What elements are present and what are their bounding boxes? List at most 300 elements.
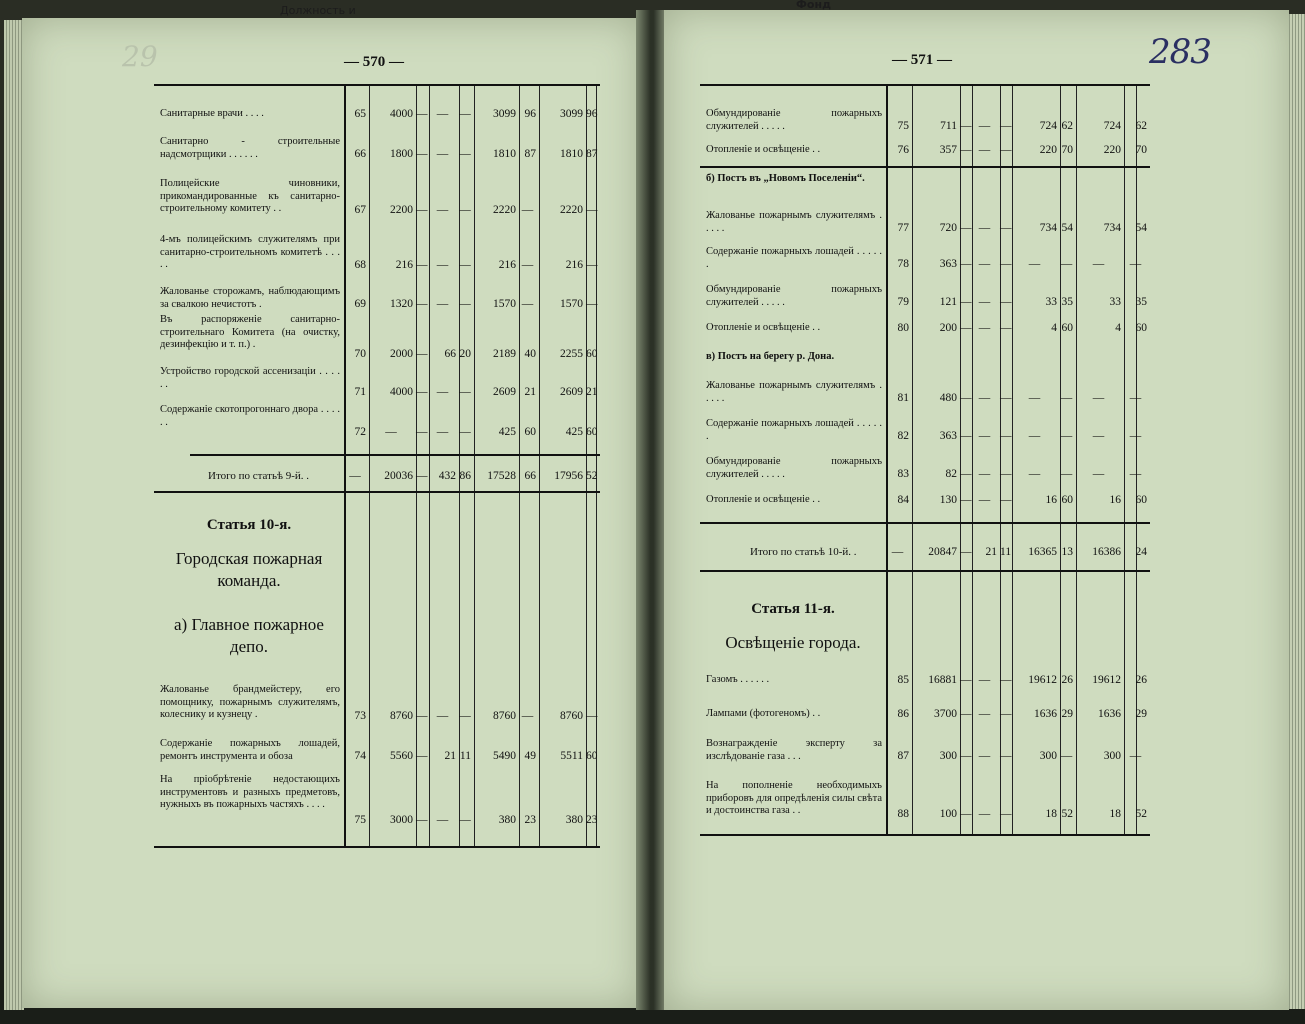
cell-e: 33: [1045, 296, 1057, 308]
column-rule: [474, 86, 475, 846]
cell-g: —: [1092, 392, 1105, 404]
cell-b: —: [960, 708, 972, 720]
cell-b: —: [416, 259, 428, 271]
cell-d: —: [459, 298, 471, 310]
cell-g: 4: [1115, 322, 1121, 334]
cell-h: —: [586, 259, 598, 271]
cell-no: 76: [897, 144, 909, 156]
cell-c: —: [978, 258, 991, 270]
cell-e: 18: [1045, 808, 1057, 820]
cell-no: 71: [354, 386, 366, 398]
cell-no: —: [891, 546, 904, 558]
cell-d: 11: [1000, 546, 1012, 558]
item-description: Содержаніе пожарныхъ лошадей, ремонтъ инструмента и обоза: [160, 738, 340, 762]
cell-g: 425: [565, 426, 583, 438]
cell-g: 16: [1109, 494, 1121, 506]
item-description: Полицейские чиновники, прикомандированные къ санитарно-строительному комитету . .: [160, 178, 340, 214]
cell-a: 82: [945, 468, 957, 480]
cell-h: 62: [1135, 120, 1147, 132]
cell-no: 88: [897, 808, 909, 820]
cell-d: —: [1000, 430, 1012, 442]
cell-d: —: [1000, 750, 1012, 762]
cell-c: 432: [438, 470, 456, 482]
cell-no: 66: [354, 148, 366, 160]
cell-e: 16: [1045, 494, 1057, 506]
cell-a: 480: [939, 392, 957, 404]
item-description: На пріобрѣтеніе недостающихъ инструментовъ и разныхъ предметовъ, нужныхъ въ пожарныхъ частяхъ . . . .: [160, 774, 340, 810]
cell-g: —: [1092, 468, 1105, 480]
cell-e: 1636: [1034, 708, 1057, 720]
budget-table-left: [154, 84, 600, 848]
cell-g: 19612: [1092, 674, 1121, 686]
cell-g: 33: [1109, 296, 1121, 308]
column-rule: [539, 86, 540, 846]
column-rule: [1124, 86, 1125, 834]
cell-no: 82: [897, 430, 909, 442]
cell-f: —: [1060, 750, 1073, 762]
book-edge-right: [1287, 14, 1305, 1009]
page-number-left: — 570 —: [344, 54, 404, 70]
cell-a: 130: [939, 494, 957, 506]
cell-no: 83: [897, 468, 909, 480]
cell-no: 87: [897, 750, 909, 762]
cell-d: 86: [459, 470, 471, 482]
cell-f: —: [1060, 430, 1073, 442]
column-rule: [596, 86, 597, 846]
cell-g: 17956: [554, 470, 583, 482]
cell-g: 724: [1103, 120, 1121, 132]
cell-a: 357: [939, 144, 957, 156]
cell-f: 26: [1061, 674, 1073, 686]
cell-no: 69: [354, 298, 366, 310]
cell-no: 79: [897, 296, 909, 308]
cell-e: 734: [1039, 222, 1057, 234]
cell-d: —: [1000, 674, 1012, 686]
cell-b: —: [960, 808, 972, 820]
column-rule: [519, 86, 520, 846]
cell-f: —: [1060, 392, 1073, 404]
cell-b: —: [960, 750, 972, 762]
cell-g: 2609: [560, 386, 583, 398]
cell-f: —: [521, 298, 534, 310]
section-rule: [154, 491, 600, 493]
cell-e: 425: [498, 426, 516, 438]
cell-d: —: [459, 204, 471, 216]
cell-a: 711: [940, 120, 957, 132]
cell-d: —: [459, 108, 471, 120]
cell-f: 66: [524, 470, 536, 482]
cell-b: —: [960, 430, 972, 442]
cell-g: 1636: [1098, 708, 1121, 720]
cell-h: 60: [1135, 494, 1147, 506]
cell-e: —: [1028, 430, 1041, 442]
cell-no: 70: [354, 348, 366, 360]
section-heading: Городская пожарная команда.: [175, 549, 323, 590]
cell-h: 24: [1135, 546, 1147, 558]
cell-a: 1800: [390, 148, 413, 160]
cell-g: 5511: [560, 750, 583, 762]
cell-c: 66: [444, 348, 456, 360]
cell-h: 70: [1135, 144, 1147, 156]
cell-d: —: [1000, 392, 1012, 404]
cell-a: 8760: [390, 710, 413, 722]
item-description: Жалованье брандмейстеру, его помощнику, пожарнымъ служителямъ, колеснику и кузнецу .: [160, 684, 340, 720]
cell-no: 74: [354, 750, 366, 762]
column-rule: [1000, 86, 1001, 834]
cell-f: 60: [1061, 494, 1073, 506]
cell-e: 8760: [493, 710, 516, 722]
cell-c: —: [978, 808, 991, 820]
cell-c: —: [436, 204, 449, 216]
cell-f: —: [1060, 468, 1073, 480]
total-label: Итого по статьѣ 10-й. .: [750, 546, 857, 558]
cell-g: —: [1092, 430, 1105, 442]
item-description: Лампами (фотогеномъ) . .: [706, 708, 821, 719]
column-rule: [912, 86, 913, 834]
cell-no: 81: [897, 392, 909, 404]
cell-g: 2220: [560, 204, 583, 216]
cell-e: 3099: [493, 108, 516, 120]
section-heading: Освѣщеніе города.: [725, 633, 861, 652]
cell-c: —: [978, 392, 991, 404]
cell-h: 23: [586, 814, 598, 826]
cell-c: —: [436, 386, 449, 398]
cell-f: 21: [524, 386, 536, 398]
cell-d: —: [1000, 808, 1012, 820]
cell-no: 78: [897, 258, 909, 270]
section-rule: [700, 166, 1150, 168]
cell-c: —: [436, 148, 449, 160]
cell-no: 77: [897, 222, 909, 234]
cell-a: 121: [939, 296, 957, 308]
cell-a: 200: [939, 322, 957, 334]
item-description: Санитарно - строительные надсмотрщики . . . . . .: [160, 136, 340, 160]
column-rule: [369, 86, 370, 846]
cell-b: —: [960, 674, 972, 686]
top-note: Должность и: [280, 4, 356, 17]
cell-c: —: [436, 814, 449, 826]
cell-d: —: [1000, 222, 1012, 234]
cell-d: —: [1000, 296, 1012, 308]
cell-a: 2200: [390, 204, 413, 216]
cell-a: 1320: [390, 298, 413, 310]
cell-a: 100: [939, 808, 957, 820]
cell-h: 29: [1135, 708, 1147, 720]
cell-b: —: [960, 258, 972, 270]
item-description: Отопленіе и освѣщеніе . .: [706, 494, 821, 505]
item-description: Обмундированіе пожарныхъ служителей . . . . .: [706, 284, 882, 308]
column-rule: [972, 86, 973, 834]
cell-b: —: [416, 298, 428, 310]
cell-no: 67: [354, 204, 366, 216]
cell-h: 60: [586, 750, 598, 762]
cell-e: 216: [498, 259, 516, 271]
cell-b: —: [416, 148, 428, 160]
cell-f: 35: [1061, 296, 1073, 308]
cell-c: —: [436, 426, 449, 438]
top-note-right: Фонд: [796, 0, 831, 11]
cell-h: —: [1129, 750, 1142, 762]
cell-d: —: [459, 814, 471, 826]
column-rule: [416, 86, 417, 846]
cell-h: 60: [586, 348, 598, 360]
subsection-c: в) Постъ на берегу р. Дона.: [706, 351, 835, 362]
cell-c: —: [978, 494, 991, 506]
cell-a: 4000: [390, 108, 413, 120]
cell-b: —: [960, 322, 972, 334]
cell-b: —: [416, 386, 428, 398]
cell-c: —: [978, 750, 991, 762]
column-rule: [960, 86, 961, 834]
cell-d: —: [1000, 322, 1012, 334]
cell-b: —: [960, 546, 972, 558]
cell-e: 220: [1039, 144, 1057, 156]
cell-e: 17528: [487, 470, 516, 482]
cell-g: 3099: [560, 108, 583, 120]
column-rule: [459, 86, 460, 846]
cell-b: —: [960, 494, 972, 506]
right-page: [664, 0, 1289, 1010]
section-title: Статья 10-я.: [206, 517, 292, 533]
cell-e: 16365: [1028, 546, 1057, 558]
book-edge-left: [4, 20, 24, 1010]
item-description: 4-мъ полицейскимъ служителямъ при санитарно-строительномъ комитетѣ . . . . .: [160, 234, 340, 270]
cell-g: 16386: [1092, 546, 1121, 558]
cell-b: —: [416, 710, 428, 722]
item-description: Жалованье пожарнымъ служителямъ . . . . .: [706, 380, 882, 404]
cell-a: 363: [939, 258, 957, 270]
total-label: Итого по статьѣ 9-й. .: [208, 470, 309, 482]
cell-c: —: [978, 430, 991, 442]
cell-e: 300: [1039, 750, 1057, 762]
cell-f: —: [521, 259, 534, 271]
column-rule: [886, 86, 888, 834]
cell-a: 20036: [384, 470, 413, 482]
cell-c: —: [978, 144, 991, 156]
cell-h: —: [586, 204, 598, 216]
cell-d: —: [1000, 258, 1012, 270]
cell-c: —: [436, 298, 449, 310]
cell-d: —: [459, 710, 471, 722]
column-rule: [1060, 86, 1061, 834]
cell-c: 21: [444, 750, 456, 762]
cell-b: —: [960, 296, 972, 308]
cell-a: 4000: [390, 386, 413, 398]
cell-a: 3000: [390, 814, 413, 826]
cell-b: —: [416, 750, 428, 762]
cell-f: 62: [1061, 120, 1073, 132]
cell-b: —: [960, 468, 972, 480]
item-description: Отопленіе и освѣщеніе . .: [706, 144, 821, 155]
cell-no: 65: [354, 108, 366, 120]
cell-e: 380: [498, 814, 516, 826]
cell-f: 87: [524, 148, 536, 160]
column-rule: [1076, 86, 1077, 834]
cell-b: —: [416, 204, 428, 216]
cell-b: —: [416, 348, 428, 360]
cell-c: —: [978, 322, 991, 334]
cell-d: —: [1000, 144, 1012, 156]
cell-f: 49: [524, 750, 536, 762]
cell-h: —: [1129, 258, 1142, 270]
cell-h: 26: [1135, 674, 1147, 686]
cell-e: —: [1028, 468, 1041, 480]
cell-e: 1570: [493, 298, 516, 310]
cell-d: —: [1000, 494, 1012, 506]
cell-b: —: [960, 222, 972, 234]
cell-f: 23: [524, 814, 536, 826]
column-rule: [1012, 86, 1013, 834]
cell-c: —: [436, 108, 449, 120]
subsection-heading: а) Главное пожарное депо.: [174, 615, 324, 656]
cell-f: —: [1060, 258, 1073, 270]
cell-c: —: [978, 120, 991, 132]
cell-no: 80: [897, 322, 909, 334]
cell-a: 16881: [928, 674, 957, 686]
cell-no: 84: [897, 494, 909, 506]
cell-a: 2000: [390, 348, 413, 360]
handwritten-number: 283: [1149, 32, 1211, 72]
cell-b: —: [960, 144, 972, 156]
column-rule: [1136, 86, 1137, 834]
item-description: Содержаніе пожарныхъ лошадей . . . . . .: [706, 418, 882, 442]
section-rule: [700, 570, 1150, 572]
cell-d: —: [459, 148, 471, 160]
cell-h: —: [1129, 468, 1142, 480]
budget-table-right: [700, 84, 1150, 836]
cell-d: —: [1000, 468, 1012, 480]
page-number-right: — 571 —: [892, 52, 952, 68]
cell-e: 5490: [493, 750, 516, 762]
cell-h: 52: [1135, 808, 1147, 820]
item-description: Содержаніе пожарныхъ лошадей . . . . . .: [706, 246, 882, 270]
cell-f: 54: [1061, 222, 1073, 234]
cell-b: —: [416, 814, 428, 826]
cell-h: —: [1129, 430, 1142, 442]
cell-f: 60: [1061, 322, 1073, 334]
item-description: Въ распоряженіе санитарно-строительнаго Комитета (на очистку, дезинфекцію и т. п.) .: [160, 314, 340, 350]
cell-no: —: [349, 470, 361, 482]
left-page: [22, 4, 640, 1008]
column-rule: [344, 86, 346, 846]
cell-e: 19612: [1028, 674, 1057, 686]
cell-no: 68: [354, 259, 366, 271]
cell-no: 86: [897, 708, 909, 720]
cell-h: —: [586, 710, 598, 722]
cell-no: 73: [354, 710, 366, 722]
cell-g: 18: [1109, 808, 1121, 820]
cell-c: 21: [985, 546, 997, 558]
cell-g: —: [1092, 258, 1105, 270]
cell-g: 216: [565, 259, 583, 271]
item-description: Устройство городской ассенизаціи . . . . . .: [160, 366, 340, 390]
cell-a: 3700: [934, 708, 957, 720]
cell-b: —: [416, 470, 428, 482]
cell-d: —: [1000, 120, 1012, 132]
cell-d: —: [459, 426, 471, 438]
cell-a: 720: [939, 222, 957, 234]
cell-a: —: [385, 426, 397, 438]
cell-h: 52: [586, 470, 598, 482]
cell-d: 20: [459, 348, 471, 360]
cell-f: —: [521, 710, 534, 722]
cell-f: 40: [524, 348, 536, 360]
subsection-b: б) Постъ въ „Новомъ Поселеніи“.: [706, 173, 865, 184]
cell-c: —: [978, 222, 991, 234]
cell-g: 2255: [560, 348, 583, 360]
item-description: На пополненіе необходимыхъ приборовъ для опредѣленія силы свѣта и достоинства газа . .: [706, 780, 882, 816]
cell-c: —: [978, 468, 991, 480]
cell-no: 75: [354, 814, 366, 826]
item-description: Жалованье пожарнымъ служителямъ . . . . .: [706, 210, 882, 234]
cell-e: —: [1028, 392, 1041, 404]
cell-a: 216: [395, 259, 413, 271]
cell-e: —: [1028, 258, 1041, 270]
cell-e: 4: [1051, 322, 1057, 334]
cell-b: —: [960, 120, 972, 132]
cell-h: —: [1129, 392, 1142, 404]
cell-h: 60: [586, 426, 598, 438]
cell-h: 60: [1135, 322, 1147, 334]
cell-h: —: [586, 298, 598, 310]
cell-g: 300: [1103, 750, 1121, 762]
cell-e: 724: [1039, 120, 1057, 132]
cell-g: 220: [1103, 144, 1121, 156]
cell-f: 29: [1061, 708, 1073, 720]
cell-g: 734: [1103, 222, 1121, 234]
cell-c: —: [436, 259, 449, 271]
cell-h: 96: [586, 108, 598, 120]
cell-b: —: [960, 392, 972, 404]
cell-h: 35: [1135, 296, 1147, 308]
item-description: Вознагражденіе эксперту за изслѣдованіе газа . . .: [706, 738, 882, 762]
cell-f: 13: [1061, 546, 1073, 558]
item-description: Обмундированіе пожарныхъ служителей . . . . .: [706, 108, 882, 132]
column-rule: [586, 86, 587, 846]
item-description: Санитарные врачи . . . .: [160, 108, 264, 119]
cell-c: —: [978, 708, 991, 720]
cell-f: 60: [524, 426, 536, 438]
cell-e: 1810: [493, 148, 516, 160]
cell-f: 70: [1061, 144, 1073, 156]
cell-g: 1570: [560, 298, 583, 310]
cell-a: 300: [939, 750, 957, 762]
cell-g: 380: [565, 814, 583, 826]
section-rule: [700, 522, 1150, 524]
item-description: Содержаніе скотопрогоннаго двора . . . . . .: [160, 404, 340, 428]
cell-c: —: [436, 710, 449, 722]
cell-e: 2189: [493, 348, 516, 360]
cell-d: —: [459, 386, 471, 398]
cell-d: —: [1000, 708, 1012, 720]
cell-no: 72: [354, 426, 366, 438]
cell-d: —: [459, 259, 471, 271]
cell-a: 363: [939, 430, 957, 442]
section-title: Статья 11-я.: [751, 601, 835, 617]
column-rule: [429, 86, 430, 846]
cell-h: 54: [1135, 222, 1147, 234]
cell-h: 87: [586, 148, 598, 160]
item-description: Обмундированіе пожарныхъ служителей . . . . .: [706, 456, 882, 480]
cell-g: 8760: [560, 710, 583, 722]
cell-no: 75: [897, 120, 909, 132]
cell-g: 1810: [560, 148, 583, 160]
cell-h: 21: [586, 386, 598, 398]
cell-c: —: [978, 296, 991, 308]
cell-e: 2609: [493, 386, 516, 398]
cell-e: 2220: [493, 204, 516, 216]
cell-f: 96: [524, 108, 536, 120]
